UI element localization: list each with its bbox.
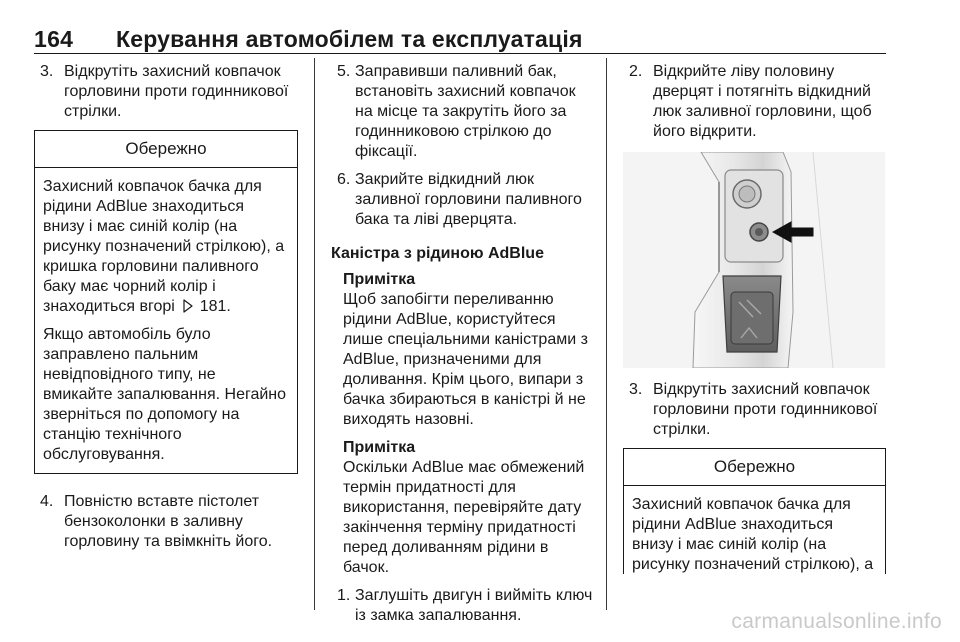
note-title: Примітка — [343, 271, 416, 288]
step-text: Заглушіть двигун і вийміть ключ із замка запалювання. — [355, 587, 593, 624]
step-number: 5. — [337, 63, 351, 80]
page-header — [34, 26, 886, 54]
note — [331, 438, 596, 578]
note-text: Оскільки AdBlue має обмежений термін придатності для використання, перевіряйте дату закінчення терміну придатності перед доливанням рідини в бачок. — [343, 459, 585, 576]
step-number: 1. — [337, 587, 351, 604]
watermark: carmanualsonline.info — [731, 610, 942, 633]
caution-body: Захисний ковпачок бачка для рідини AdBlue знаходиться внизу і має синій колір (на рисунку позначений стрілкою), а — [632, 496, 874, 573]
fuel-filler-figure — [623, 152, 885, 368]
caution-body — [35, 168, 297, 473]
column-3 — [623, 62, 886, 574]
page-number: 164 — [34, 26, 74, 52]
step-text: Повністю вставте пістолет бензоколонки в заливну горловину та ввімкніть його. — [64, 493, 273, 550]
section-heading: Каністра з рідиною AdBlue — [331, 245, 544, 262]
step-1 — [331, 586, 596, 626]
step-3 — [623, 380, 886, 440]
column-1 — [34, 62, 298, 560]
step-number: 2. — [629, 63, 643, 80]
step-number: 6. — [337, 171, 351, 188]
step-text: Відкрутіть захисний ковпачок горловини проти годинникової стрілки. — [653, 381, 878, 438]
note — [331, 270, 596, 430]
step-number: 3. — [40, 63, 54, 80]
step-5 — [331, 62, 596, 162]
page-title: Керування автомобілем та експлуатація — [116, 26, 583, 52]
step-number: 4. — [40, 493, 54, 510]
step-text: Заправивши паливний бак, встановіть захисний ковпачок на місце та закрутіть його за годинниковою стрілкою до фіксації. — [355, 63, 576, 160]
column-2 — [331, 62, 596, 634]
caution-box — [34, 130, 298, 474]
fuel-filler-illustration — [623, 152, 885, 368]
caution-title: Обережно — [624, 449, 885, 486]
caution-paragraph: Якщо автомобіль було заправлено пальним невідповідного типу, не вмикайте запалювання. Негайно зверніться по допомогу на станцію технічного обслуговування. — [43, 326, 287, 463]
step-number: 3. — [629, 381, 643, 398]
column-divider — [314, 58, 315, 610]
step-2 — [623, 62, 886, 142]
caution-box — [623, 448, 886, 574]
page-ref-link[interactable]: 181. — [199, 298, 231, 315]
note-title: Примітка — [343, 439, 416, 456]
step-text: Відкрутіть захисний ковпачок горловини проти годинникової стрілки. — [64, 63, 289, 120]
caution-paragraph: Захисний ковпачок бачка для рідини AdBlue знаходиться внизу і має синій колір (на рисунку позначений стрілкою), а кришка горловини паливного баку має чорний колір і знаходиться вгорі 181. — [43, 177, 289, 319]
caution-title: Обережно — [35, 131, 297, 168]
step-text: Відкрийте ліву половину дверцят і потягніть відкидний люк заливної горловини, щоб його відкрити. — [653, 63, 872, 140]
note-text: Щоб запобігти переливанню рідини AdBlue, користуйтеся лише спеціальними каністрами з AdBlue, призначеними для доливання. Крім цього, випари з бачка збираються в каністрі й не виходять назовні. — [343, 291, 588, 428]
step-text: Закрийте відкидний люк заливної горловини паливного бака та ліві дверцята. — [355, 171, 582, 228]
step-4 — [34, 492, 298, 552]
step-3 — [34, 62, 298, 122]
step-6 — [331, 170, 596, 230]
column-divider — [606, 58, 607, 610]
page-ref-arrow-icon[interactable] — [183, 299, 193, 319]
